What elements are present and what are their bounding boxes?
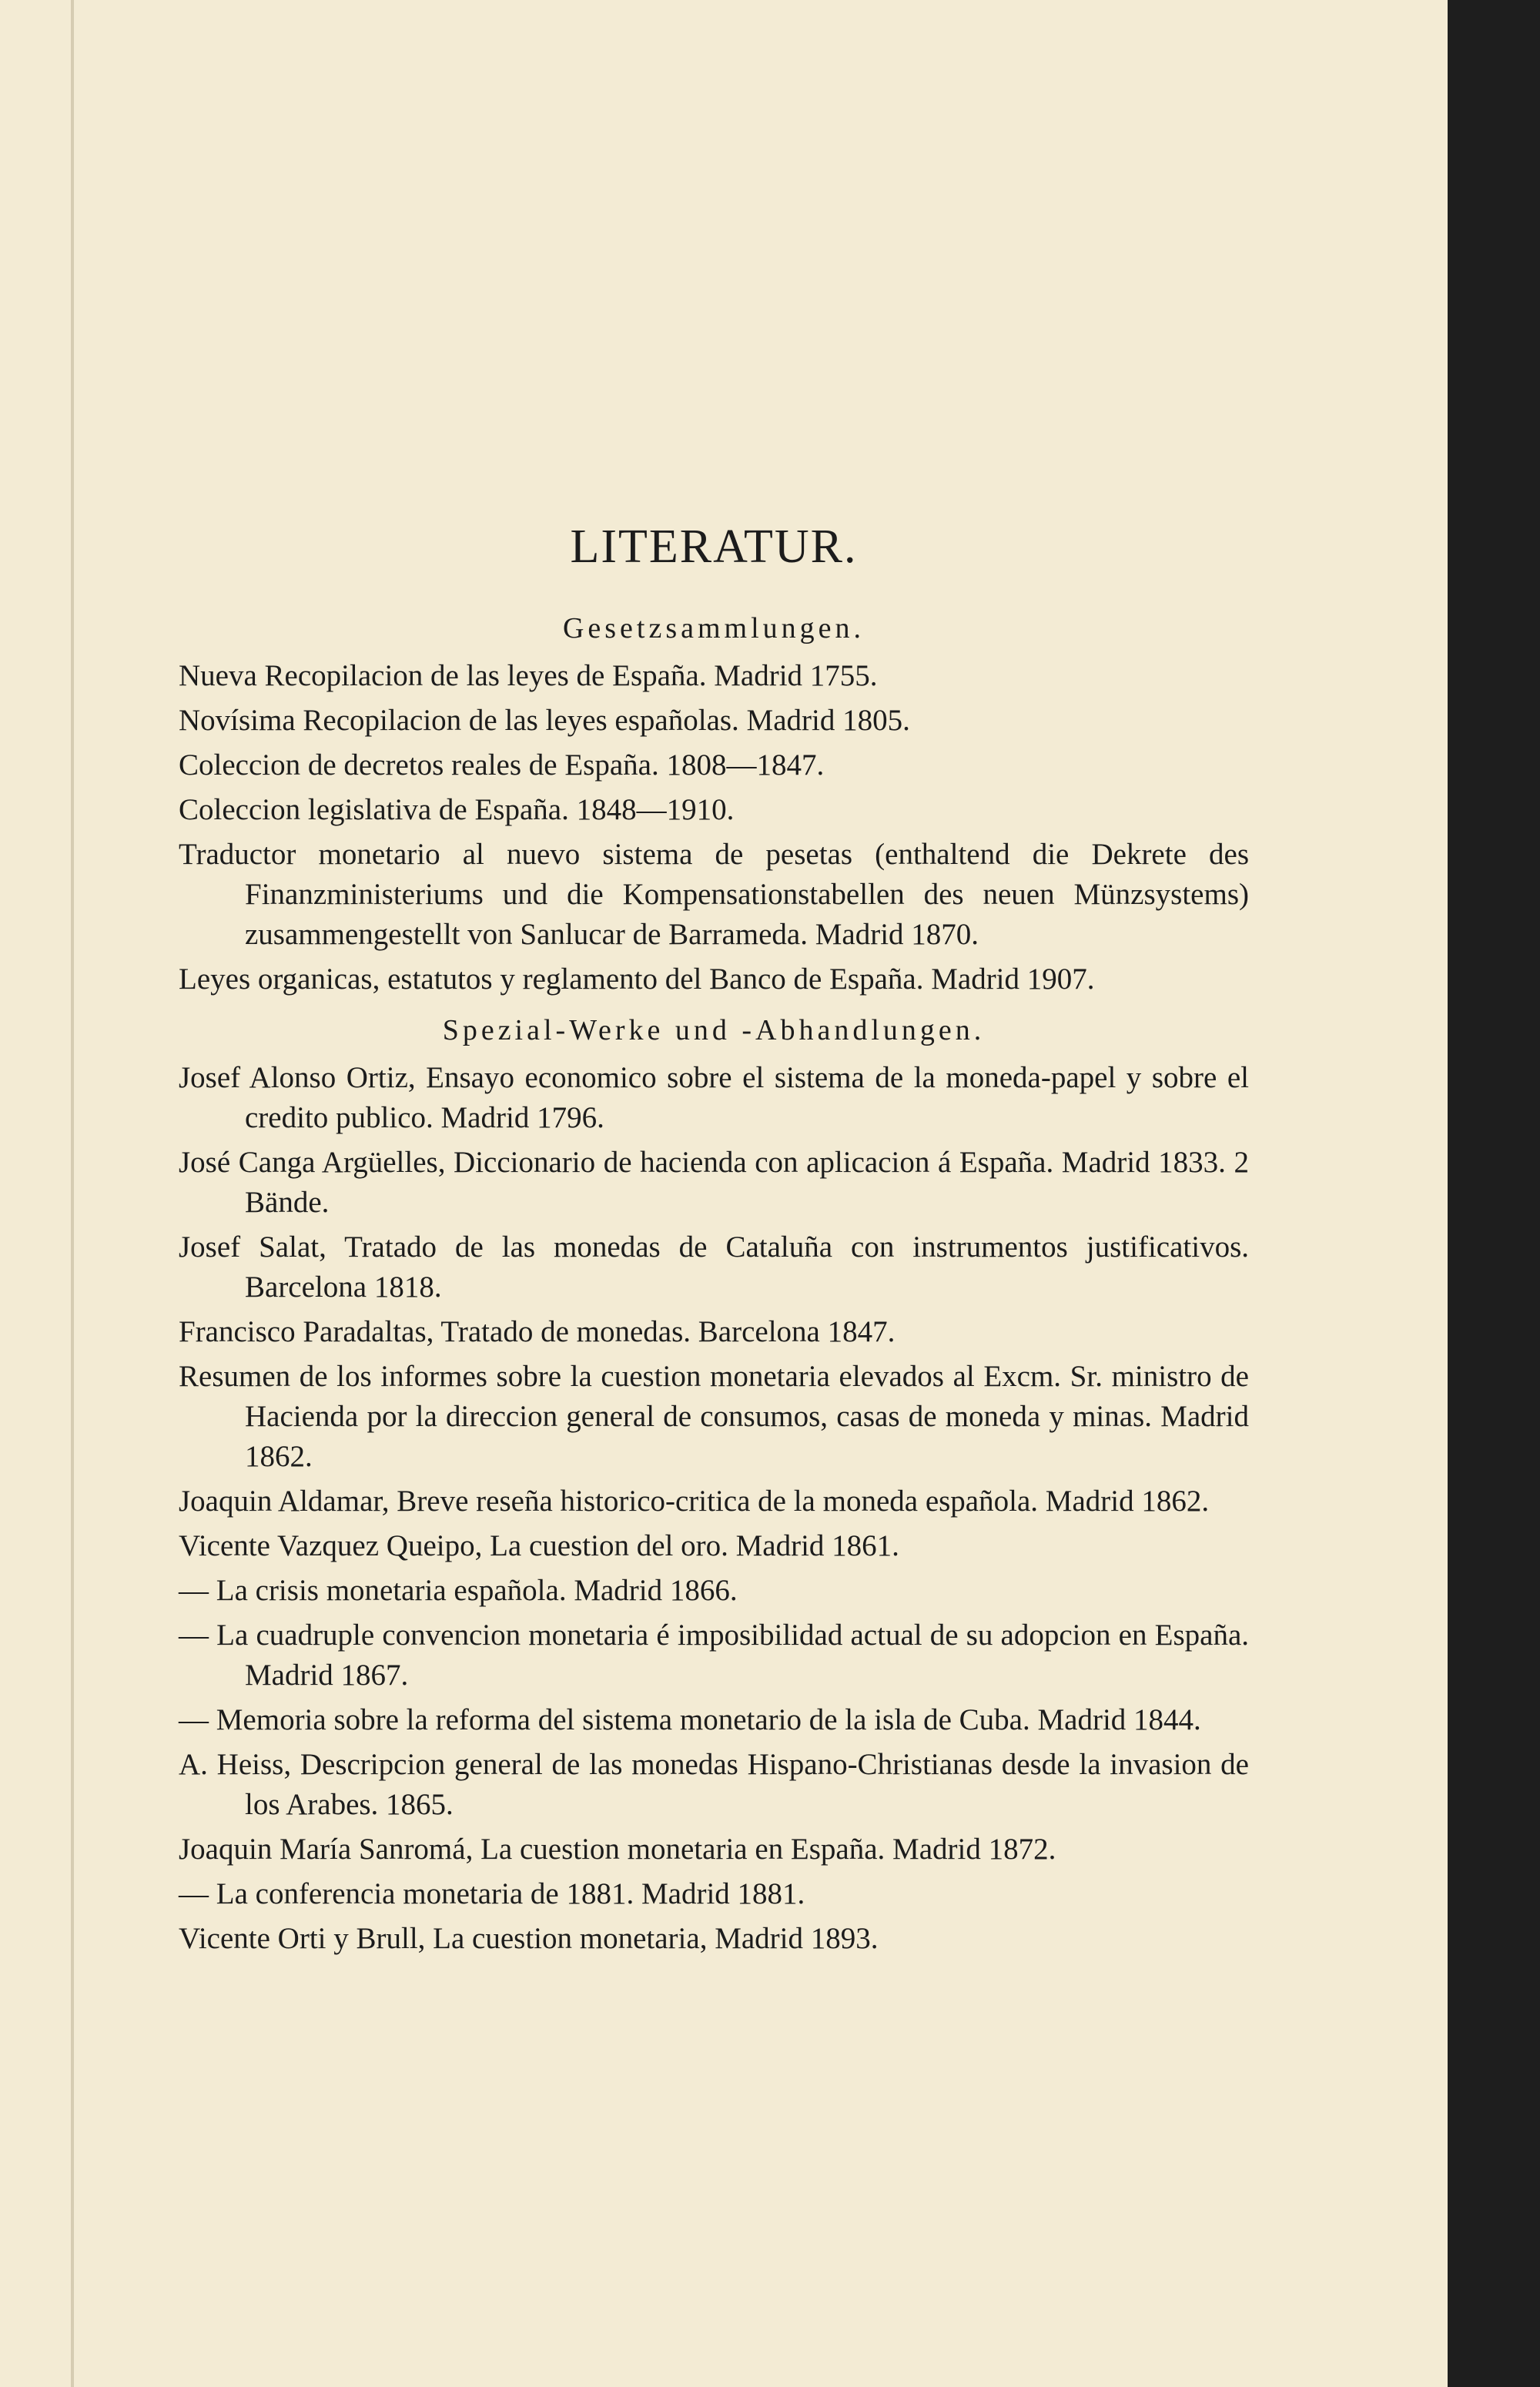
bibliography-entry: Nueva Recopilacion de las leyes de España. Madrid 1755. (179, 659, 878, 692)
bibliography-entry: Joaquin Aldamar, Breve reseña historico-critica de la moneda española. Madrid 1862. (179, 1485, 1210, 1518)
section-list-gesetzsammlungen (179, 656, 1249, 999)
bibliography-entry: Leyes organicas, estatutos y reglamento del Banco de España. Madrid 1907. (179, 962, 1095, 996)
bibliography-entry: Vicente Orti y Brull, La cuestion monetaria, Madrid 1893. (179, 1922, 879, 1955)
bibliography-entry: Coleccion de decretos reales de España. 1808—1847. (179, 748, 825, 782)
bibliography-entry: Joaquin María Sanromá, La cuestion monetaria en España. Madrid 1872. (179, 1833, 1056, 1866)
scan-background-edge (1448, 0, 1540, 2387)
bibliography-entry: Vicente Vazquez Queipo, La cuestion del oro. Madrid 1861. (179, 1529, 899, 1562)
bibliography-entry: Francisco Paradaltas, Tratado de monedas. Barcelona 1847. (179, 1315, 896, 1348)
section-heading-gesetzsammlungen: Gesetzsammlungen. (562, 612, 865, 644)
bibliography-entry: José Canga Argüelles, Diccionario de hacienda con aplicacion á España. Madrid 1833. 2 Bände. (179, 1146, 1249, 1219)
literature-list (179, 516, 1249, 1964)
bibliography-entry: — La crisis monetaria española. Madrid 1866. (179, 1574, 738, 1607)
page-title: LITERATUR. (570, 521, 858, 573)
bibliography-entry: Josef Salat, Tratado de las monedas de Cataluña con instrumentos justificativos. Barcelona 1818. (179, 1230, 1249, 1304)
bibliography-entry: — Memoria sobre la reforma del sistema monetario de la isla de Cuba. Madrid 1844. (179, 1703, 1201, 1736)
section-heading-spezial-werke: Spezial-Werke und -Abhandlungen. (442, 1014, 986, 1046)
bibliography-entry: Coleccion legislativa de España. 1848—1910. (179, 793, 735, 826)
page-gutter-line (71, 0, 74, 2387)
bibliography-entry: Novísima Recopilacion de las leyes españolas. Madrid 1805. (179, 704, 910, 737)
section-list-spezial-werke (179, 1058, 1249, 1959)
bibliography-entry: Traductor monetario al nuevo sistema de pesetas (enthaltend die Dekrete des Finanzministeriums und die Kompensationstabellen des neuen Münzsystems) zusammengestellt von Sanlucar de Barrameda. Madrid 1870. (179, 838, 1249, 951)
bibliography-entry: — La cuadruple convencion monetaria é imposibilidad actual de su adopcion en España. Madrid 1867. (179, 1619, 1249, 1692)
bibliography-entry: — La conferencia monetaria de 1881. Madrid 1881. (179, 1877, 805, 1910)
bibliography-entry: A. Heiss, Descripcion general de las monedas Hispano-Christianas desde la invasion de los Arabes. 1865. (179, 1748, 1249, 1821)
bibliography-entry: Resumen de los informes sobre la cuestion monetaria elevados al Excm. Sr. ministro de Hacienda por la direccion general de consumos, casas de moneda y minas. Madrid 1862. (179, 1360, 1249, 1473)
bibliography-entry: Josef Alonso Ortiz, Ensayo economico sobre el sistema de la moneda-papel y sobre el credito publico. Madrid 1796. (179, 1061, 1249, 1134)
